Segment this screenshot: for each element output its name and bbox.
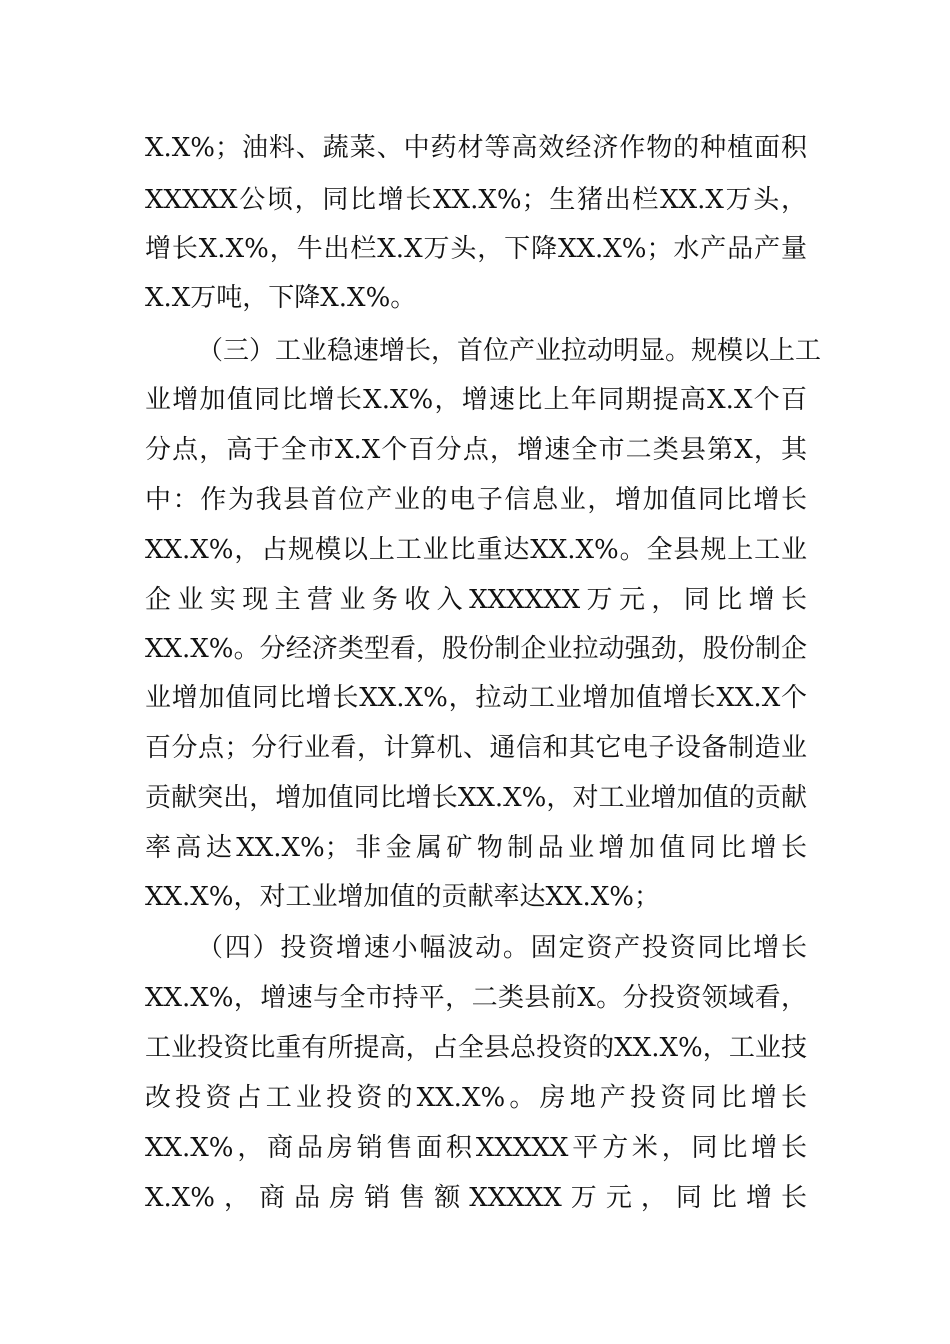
paragraph-2-line-5: XX.X%，占规模以上工业比重达XX.X%。全县规上工业 — [145, 535, 807, 565]
paragraph-3-line-1: （四）投资增速小幅波动。固定资产投资同比增长 — [197, 933, 807, 963]
paragraph-1-line-3: 增长X.X%，牛出栏X.X万头，下降XX.X%；水产品产量 — [145, 234, 807, 264]
paragraph-1-line-4: X.X万吨，下降X.X%。 — [145, 283, 417, 313]
paragraph-2-line-1: （三）工业稳速增长，首位产业拉动明显。规模以上工 — [197, 336, 822, 366]
paragraph-3-line-4: 改投资占工业投资的XX.X%。房地产投资同比增长 — [145, 1083, 807, 1113]
paragraph-2-line-2: 业增加值同比增长X.X%，增速比上年同期提高X.X个百 — [145, 385, 807, 415]
document-body — [145, 0, 822, 1344]
paragraph-2-line-3: 分点，高于全市X.X个百分点，增速全市二类县第X，其 — [145, 435, 807, 465]
paragraph-3-line-6: X.X%，商品房销售额XXXXX万元，同比增长 — [145, 1183, 807, 1213]
paragraph-2-line-11: 率高达XX.X%；非金属矿物制品业增加值同比增长 — [145, 833, 807, 863]
paragraph-2-line-4: 中：作为我县首位产业的电子信息业，增加值同比增长 — [145, 485, 807, 515]
paragraph-2-line-6: 企业实现主营业务收入XXXXXX万元，同比增长 — [145, 585, 807, 615]
paragraph-1-line-2: XXXXX公顷，同比增长XX.X%；生猪出栏XX.X万头， — [145, 185, 807, 215]
paragraph-2-line-10: 贡献突出，增加值同比增长XX.X%，对工业增加值的贡献 — [145, 783, 807, 813]
paragraph-2-line-7: XX.X%。分经济类型看，股份制企业拉动强劲，股份制企 — [145, 634, 807, 664]
paragraph-2-line-9: 百分点；分行业看，计算机、通信和其它电子设备制造业 — [145, 733, 807, 763]
paragraph-3-line-5: XX.X%，商品房销售面积XXXXX平方米，同比增长 — [145, 1133, 807, 1163]
paragraph-3-line-3: 工业投资比重有所提高，占全县总投资的XX.X%，工业技 — [145, 1033, 807, 1063]
paragraph-2-line-12: XX.X%，对工业增加值的贡献率达XX.X%； — [145, 882, 660, 912]
paragraph-1-line-1: X.X%；油料、蔬菜、中药材等高效经济作物的种植面积 — [145, 133, 807, 163]
paragraph-2-line-8: 业增加值同比增长XX.X%，拉动工业增加值增长XX.X个 — [145, 683, 807, 713]
paragraph-3-line-2: XX.X%，增速与全市持平，二类县前X。分投资领域看， — [145, 983, 807, 1013]
